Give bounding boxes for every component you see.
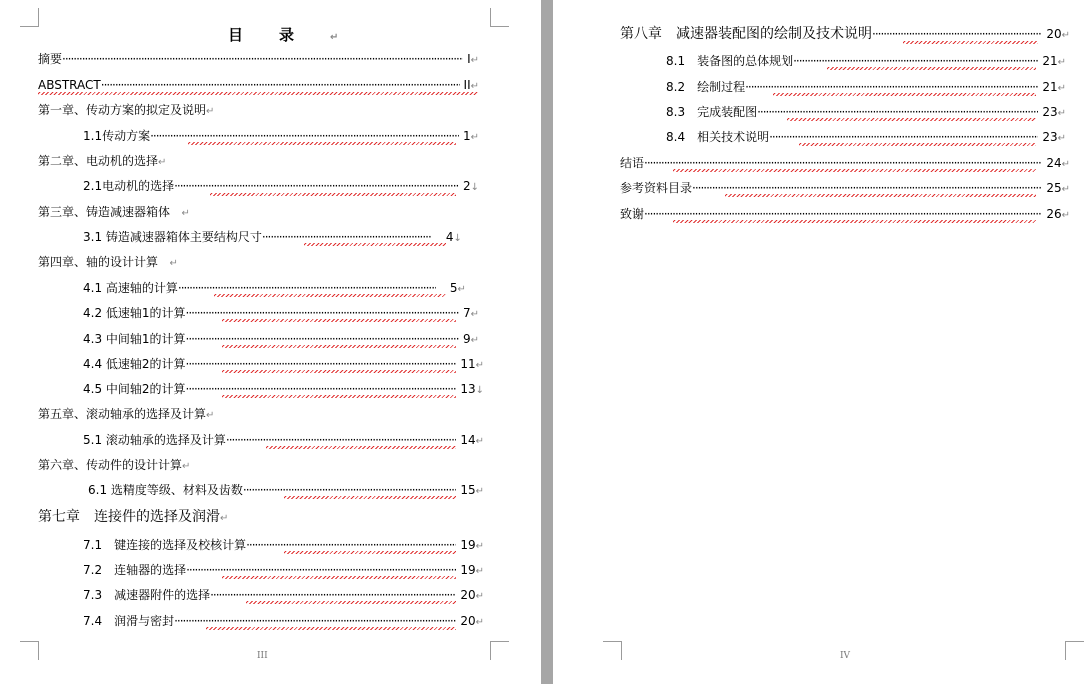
spell-squiggle bbox=[725, 194, 1036, 197]
toc-entry[interactable]: 5.1 滚动轴承的选择及计算 ····· 14 ↵ bbox=[83, 432, 484, 448]
toc-entry[interactable]: 结语 ····· 24 ↵ bbox=[620, 155, 1070, 171]
spell-squiggle bbox=[284, 496, 456, 499]
toc-entry[interactable]: 2.1电动机的选择 ····· 2 ↓ bbox=[83, 178, 479, 194]
spell-squiggle bbox=[787, 118, 1036, 121]
toc-entry[interactable]: 4.2 低速轴1的计算 ····· 7 ↵ bbox=[83, 305, 479, 321]
toc-entry[interactable]: 4.1 高速轴的计算 ····· 5 ↵ bbox=[83, 280, 479, 296]
toc-entry[interactable]: 8.1 装备图的总体规划 ····· 21 ↵ bbox=[666, 53, 1066, 69]
page-gutter bbox=[541, 0, 553, 684]
page-number: III bbox=[257, 651, 268, 661]
toc-entry[interactable]: 7.1 键连接的选择及校核计算 ····· 19 ↵ bbox=[83, 537, 484, 553]
page-number: IV bbox=[840, 651, 851, 661]
toc-chapter[interactable]: 第二章、电动机的选择 ↵ bbox=[38, 154, 167, 168]
toc-chapter[interactable]: 第五章、滚动轴承的选择及计算 ↵ bbox=[38, 407, 215, 421]
toc-entry[interactable]: 8.4 相关技术说明 ····· 23 ↵ bbox=[666, 129, 1066, 145]
spell-squiggle bbox=[799, 143, 1036, 146]
crop-mark bbox=[20, 8, 39, 27]
spell-squiggle bbox=[210, 193, 456, 196]
toc-entry[interactable]: 7.2 连轴器的选择 ····· 19 ↵ bbox=[83, 562, 484, 578]
toc-entry[interactable]: 摘要 ····· I ↵ bbox=[38, 51, 479, 67]
spell-squiggle bbox=[38, 92, 478, 95]
toc-entry[interactable]: 7.3 减速器附件的选择 ····· 20 ↵ bbox=[83, 587, 484, 603]
toc-page-left bbox=[0, 0, 541, 684]
spell-squiggle bbox=[222, 395, 456, 398]
toc-title: 目录↵ bbox=[228, 26, 339, 44]
crop-mark bbox=[20, 641, 39, 660]
crop-mark bbox=[490, 641, 509, 660]
spell-squiggle bbox=[304, 243, 446, 246]
toc-page-right bbox=[553, 0, 1085, 684]
spell-squiggle bbox=[827, 67, 1036, 70]
toc-chapter[interactable]: 第七章 连接件的选择及润滑 ↵ bbox=[38, 509, 229, 525]
toc-entry[interactable]: 4.5 中间轴2的计算 ····· 13 ↓ bbox=[83, 381, 484, 397]
spell-squiggle bbox=[266, 446, 456, 449]
toc-entry[interactable]: 4.4 低速轴2的计算 ····· 11 ↵ bbox=[83, 356, 484, 372]
spell-squiggle bbox=[673, 169, 1036, 172]
spell-squiggle bbox=[222, 319, 456, 322]
toc-entry[interactable]: 4.3 中间轴1的计算 ····· 9 ↵ bbox=[83, 331, 479, 347]
spell-squiggle bbox=[903, 41, 1038, 44]
toc-entry[interactable]: 致谢 ····· 26 ↵ bbox=[620, 206, 1070, 222]
toc-entry[interactable]: 参考资料目录 ····· 25 ↵ bbox=[620, 180, 1070, 196]
toc-entry[interactable]: 6.1 选精度等级、材料及齿数 ····· 15 ↵ bbox=[88, 482, 484, 498]
toc-entry[interactable]: 7.4 润滑与密封 ····· 20 ↵ bbox=[83, 613, 484, 629]
spell-squiggle bbox=[222, 345, 456, 348]
crop-mark bbox=[490, 8, 509, 27]
toc-chapter[interactable]: 第三章、铸造减速器箱体 ↵ bbox=[38, 205, 190, 219]
spell-squiggle bbox=[284, 551, 456, 554]
toc-chapter[interactable]: 第一章、传动方案的拟定及说明 ↵ bbox=[38, 103, 215, 117]
spell-squiggle bbox=[214, 294, 446, 297]
spell-squiggle bbox=[206, 627, 456, 630]
toc-entry[interactable]: 第八章 减速器装配图的绘制及技术说明 ····· 20 ↵ bbox=[620, 25, 1070, 43]
spell-squiggle bbox=[222, 370, 456, 373]
spell-squiggle bbox=[222, 576, 456, 579]
toc-chapter[interactable]: 第六章、传动件的设计计算 ↵ bbox=[38, 458, 191, 472]
toc-chapter[interactable]: 第四章、轴的设计计算 ↵ bbox=[38, 255, 178, 269]
spell-squiggle bbox=[773, 93, 1036, 96]
toc-entry[interactable]: 8.2 绘制过程 ····· 21 ↵ bbox=[666, 79, 1066, 95]
spell-squiggle bbox=[188, 142, 456, 145]
spell-squiggle bbox=[246, 601, 456, 604]
spell-squiggle bbox=[673, 220, 1036, 223]
toc-entry[interactable]: 3.1 铸造减速器箱体主要结构尺寸 ····· 4 ↓ bbox=[83, 229, 479, 245]
toc-entry[interactable]: 8.3 完成装配图 ····· 23 ↵ bbox=[666, 104, 1066, 120]
toc-entry[interactable]: ABSTRACT ····· II ↵ bbox=[38, 77, 479, 93]
crop-mark bbox=[1065, 641, 1084, 660]
crop-mark bbox=[603, 641, 622, 660]
toc-entry[interactable]: 1.1传动方案 ····· 1 ↵ bbox=[83, 128, 479, 144]
